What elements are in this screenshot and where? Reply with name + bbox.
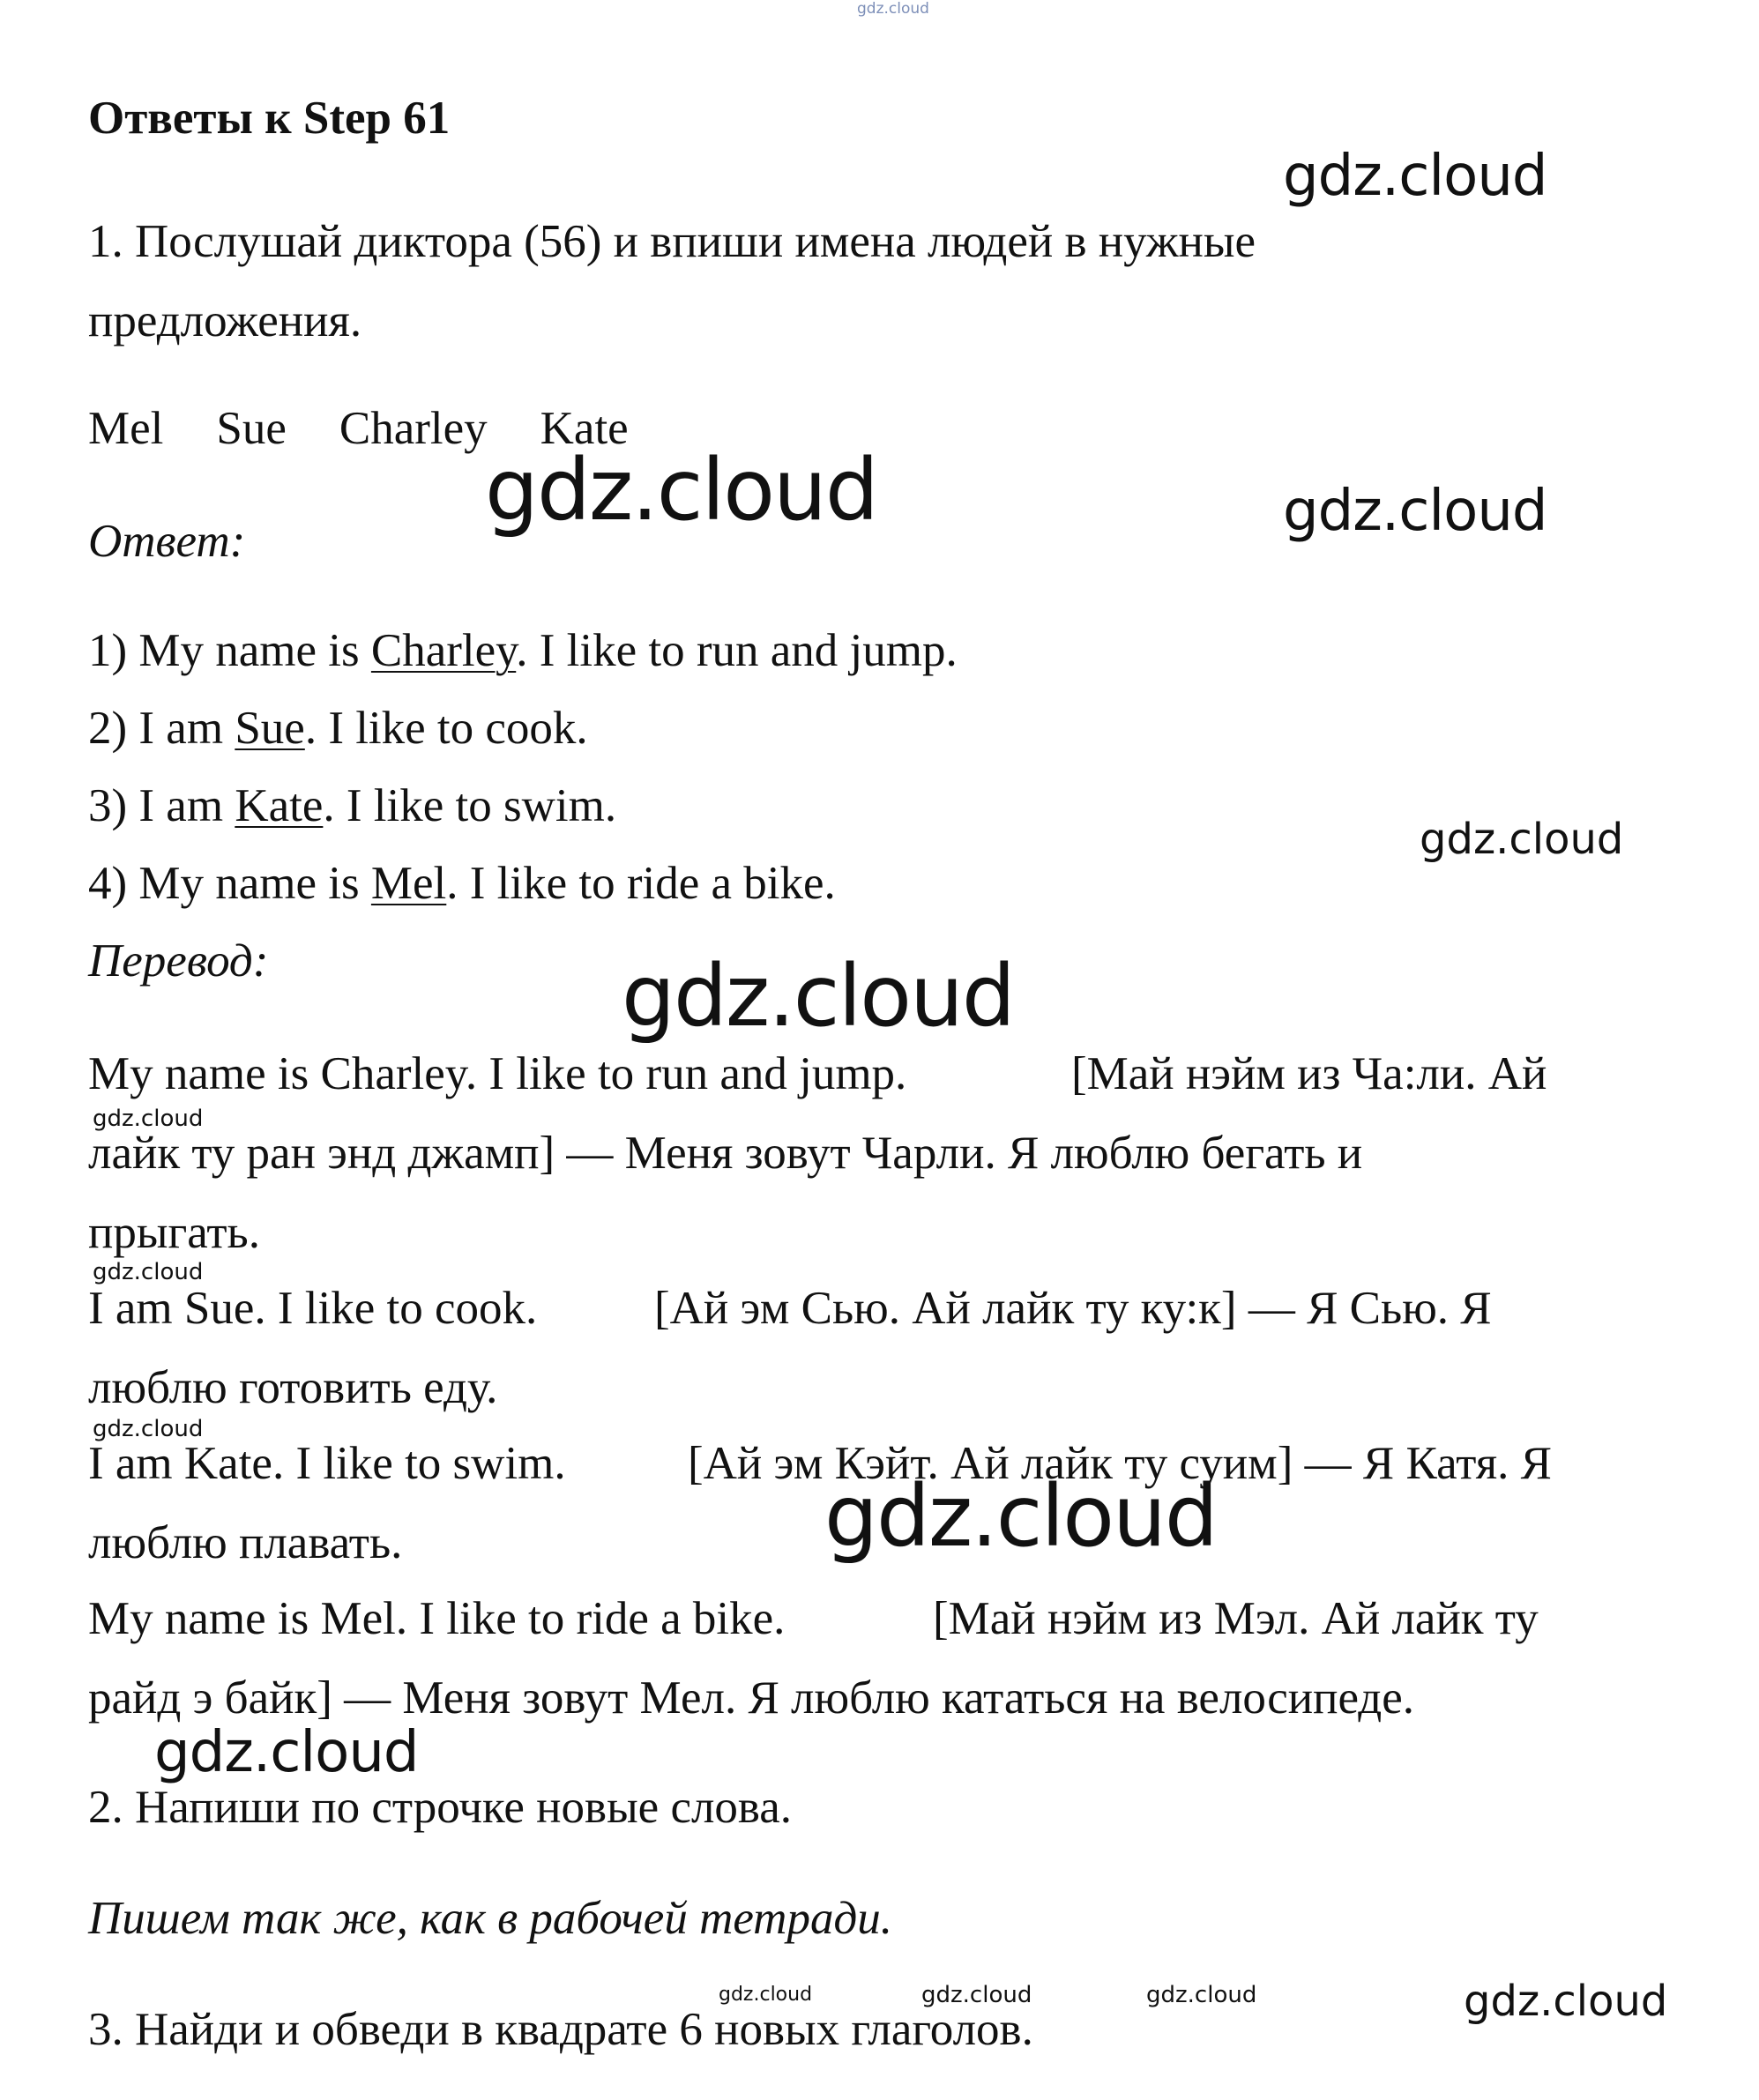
watermark: gdz.cloud (1146, 1982, 1257, 2008)
translation-en-4: I am Sue. I like to cook. (88, 1283, 538, 1334)
name-charley: Charley (339, 403, 488, 454)
answer-line-1: 1) My name is Charley. I like to run and jump. (88, 625, 958, 676)
watermark: gdz.cloud (154, 1720, 419, 1785)
watermark: gdz.cloud (93, 1106, 204, 1132)
answer-name-3: Kate (235, 780, 324, 831)
answer-name-2: Sue (235, 703, 305, 754)
translation-line-3: прыгать. (88, 1207, 260, 1258)
translation-en-8: My name is Mel. I like to ride a bike. (88, 1593, 786, 1644)
name-sue: Sue (216, 403, 287, 454)
task2-line: 2. Напиши по строчке новые слова. (88, 1782, 793, 1833)
watermark: gdz.cloud (1283, 144, 1547, 209)
answer-label: Ответ: (88, 516, 246, 567)
translation-ru-1: [Май нэйм из Ча:ли. Ай (1071, 1048, 1547, 1099)
translation-ru-6: [Ай эм Кэйт. Ай лайк ту суим] — Я Катя. Я (688, 1438, 1552, 1489)
watermark: gdz.cloud (485, 441, 877, 540)
watermark: gdz.cloud (1464, 1977, 1668, 2026)
task1-line2: предложения. (88, 295, 362, 346)
name-mel: Mel (88, 403, 164, 454)
task2-note: Пишем так же, как в рабочей тетради. (88, 1893, 892, 1944)
answer-name-1: Charley (370, 625, 517, 676)
answer-line-4: 4) My name is Mel. I like to ride a bike. (88, 858, 836, 909)
translation-en-1: My name is Charley. I like to run and jump. (88, 1048, 907, 1099)
watermark: gdz.cloud (1420, 815, 1624, 864)
translation-ru-8: [Май нэйм из Мэл. Ай лайк ту (933, 1593, 1539, 1644)
task3-line: 3. Найди и обведи в квадрате 6 новых глаголов. (88, 2004, 1033, 2055)
answer-line-3: 3) I am Kate. I like to swim. (88, 780, 617, 831)
watermark: gdz.cloud (622, 947, 1014, 1046)
translation-line-7: люблю плавать. (88, 1517, 403, 1568)
page-title: Ответы к Step 61 (88, 93, 451, 144)
translation-ru-4: [Ай эм Сью. Ай лайк ту ку:к] — Я Сью. Я (654, 1283, 1492, 1334)
watermark: gdz.cloud (719, 1984, 813, 2006)
watermark: gdz.cloud (1283, 479, 1547, 544)
translation-en-6: I am Kate. I like to swim. (88, 1438, 566, 1489)
translation-label: Перевод: (88, 935, 269, 987)
name-kate: Kate (540, 403, 629, 454)
watermark: gdz.cloud (93, 1416, 204, 1442)
watermark: gdz.cloud (824, 1467, 1217, 1566)
watermark: gdz.cloud (93, 1259, 204, 1285)
translation-line-5: люблю готовить еду. (88, 1362, 498, 1413)
translation-line-2: лайк ту ран энд джамп] — Меня зовут Чарли. Я люблю бегать и (88, 1128, 1363, 1179)
answer-name-4: Mel (370, 858, 447, 909)
watermark: gdz.cloud (921, 1982, 1032, 2008)
answer-line-2: 2) I am Sue. I like to cook. (88, 703, 588, 754)
translation-line-9: райд э байк] — Меня зовут Мел. Я люблю кататься на велосипеде. (88, 1672, 1415, 1724)
top-watermark: gdz.cloud (857, 0, 929, 18)
task1-line1: 1. Послушай диктора (56) и впиши имена людей в нужные (88, 216, 1256, 267)
